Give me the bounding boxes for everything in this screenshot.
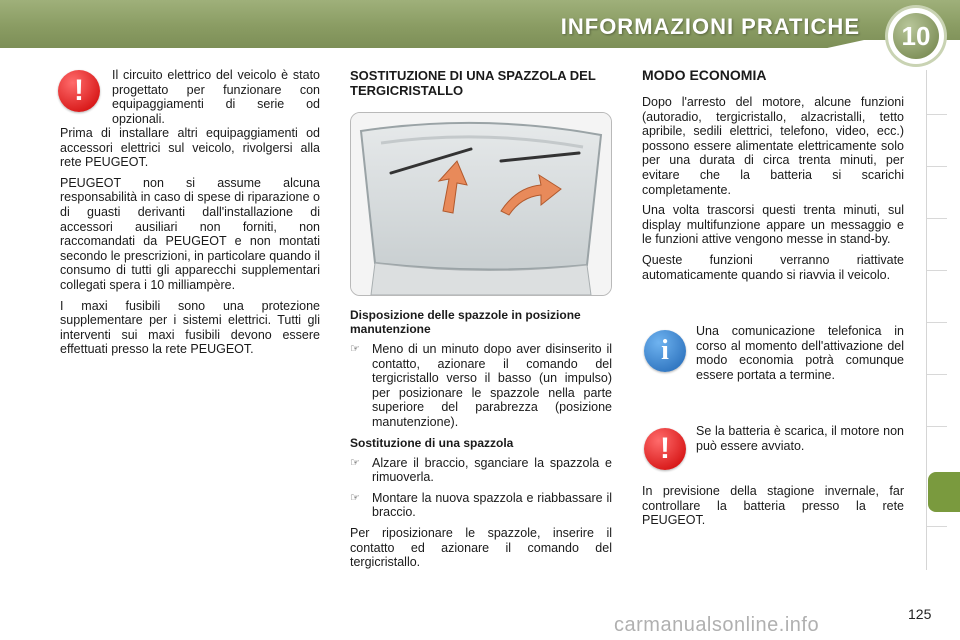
paragraph: In previsione della stagione invernale, far controllare la batteria presso la rete PEUGEOT. <box>642 484 904 528</box>
windshield-illustration <box>350 112 612 296</box>
list-item <box>350 342 612 430</box>
list-item-text: Meno di un minuto dopo aver disinserito il contatto, azionare il comando del tergicristallo verso il basso (un impulso) per posizionare le spazzole nella parte superiore del parabrezza (posizione manutenzione). <box>372 342 612 429</box>
paragraph: Dopo l'arresto del motore, alcune funzioni (autoradio, tergicristallo, alzacristalli, tetto apribile, sedili elettrici, telefono, video, ecc.) possono essere alimentate elettricamente solo per una durata di circa trenta minuti, per evitare che la batteria si scarichi completamente. <box>642 95 904 197</box>
exclamation-icon: ! <box>644 428 686 470</box>
tab-divider <box>927 526 947 527</box>
tab-divider <box>927 114 947 115</box>
tab-divider <box>927 270 947 271</box>
page-number: 125 <box>908 606 932 622</box>
subheading: Disposizione delle spazzole in posizione manutenzione <box>350 308 581 336</box>
warning-text: Il circuito elettrico del veicolo è stato progettato per funzionare con equipaggiamenti di serie od opzionali. <box>112 68 320 126</box>
wiper-instructions <box>350 308 612 576</box>
watermark: carmanualsonline.info <box>614 614 820 636</box>
windshield-drawing <box>351 113 611 295</box>
paragraph: I maxi fusibili sono una protezione supplementare per i sistemi elettrici. Tutti gli interventi sui maxi fusibili devono essere effettuati presso la rete PEUGEOT. <box>60 298 320 357</box>
info-icon: i <box>644 330 686 372</box>
paragraph: Prima di installare altri equipaggiamenti od accessori elettrici sul veicolo, rivolgersi alla rete PEUGEOT. <box>60 126 320 170</box>
section-heading: SOSTITUZIONE DI UNA SPAZZOLA DEL TERGICRISTALLO <box>350 68 596 98</box>
subheading: Sostituzione di una spazzola <box>350 435 514 450</box>
paragraph: Una volta trascorsi questi trenta minuti, sul display multifunzione appare un messaggio e le funzioni attive vengono messe in stand-by. <box>642 203 904 247</box>
tab-divider <box>927 426 947 427</box>
chapter-number: 10 <box>893 13 939 59</box>
chapter-badge <box>888 8 944 64</box>
exclamation-icon: ! <box>58 70 100 112</box>
list-item-text: Alzare il braccio, sganciare la spazzola e rimuoverla. <box>372 455 612 485</box>
pointing-hand-icon: ☞ <box>350 491 360 504</box>
chapter-tab-active[interactable] <box>928 472 960 512</box>
warning-text: Se la batteria è scarica, il motore non può essere avviato. <box>696 424 904 453</box>
section-title: INFORMAZIONI PRATICHE <box>560 14 860 39</box>
economy-mode-section <box>642 68 904 288</box>
tab-divider <box>927 374 947 375</box>
winter-note <box>642 484 904 534</box>
warning-note <box>112 68 320 132</box>
pointing-hand-icon: ☞ <box>350 343 360 355</box>
paragraph: Per riposizionare le spazzole, inserire il contatto ed azionare il comando del tergicristallo. <box>350 525 612 570</box>
list-item <box>350 456 612 485</box>
paragraph: Queste funzioni verranno riattivate automaticamente quando si riavvia il veicolo. <box>642 252 904 282</box>
info-text: Una comunicazione telefonica in corso al momento dell'attivazione del modo economia potrà comunque essere portata a termine. <box>696 324 904 382</box>
page-header <box>0 0 960 48</box>
wiper-section-heading <box>350 68 612 98</box>
tab-divider <box>927 322 947 323</box>
paragraph: PEUGEOT non si assume alcuna responsabilità in caso di spese di riparazione o di guasti derivanti dall'installazione di accessori ausiliari non forniti, non raccomandati da PEUGEOT e non montati secondo le prescrizioni, in particolare quando il consumo di tutti gli apparecchi supplementari collegati spera i 10 milliampère. <box>60 175 320 292</box>
section-heading: MODO ECONOMIA <box>642 67 767 83</box>
list-item-text: Montare la nuova spazzola e riabbassare il braccio. <box>372 490 612 520</box>
info-note <box>696 324 904 388</box>
tab-divider <box>927 218 947 219</box>
tab-divider <box>927 166 947 167</box>
pointing-hand-icon: ☞ <box>350 456 360 469</box>
battery-warning <box>696 424 904 459</box>
list-item <box>350 491 612 520</box>
left-column <box>60 126 320 363</box>
